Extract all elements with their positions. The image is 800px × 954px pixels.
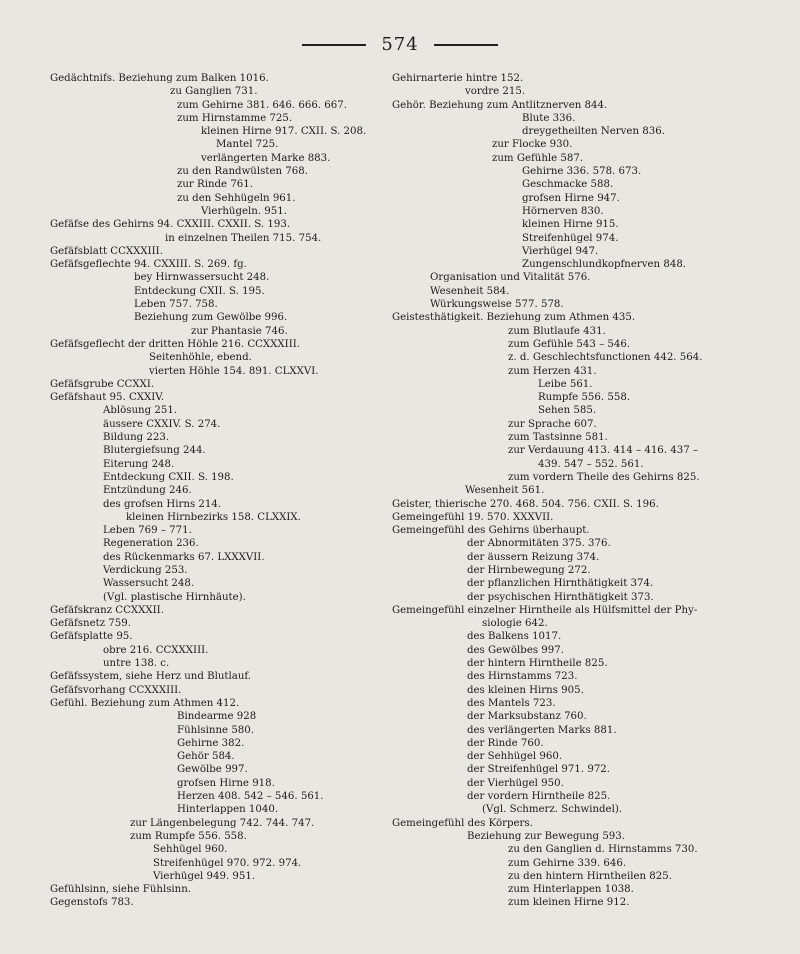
index-entry: Gemeingefühl des Gehirns überhaupt. [392, 525, 590, 537]
index-entry: untre 138. c. [103, 658, 170, 670]
index-entry: Wesenheit 584. [430, 285, 510, 297]
index-entry: zum Tastsinne 581. [508, 432, 608, 444]
index-entry: der pflanzlichen Hirnthätigkeit 374. [467, 578, 654, 590]
index-entry: Sehhügel 960. [153, 844, 228, 856]
index-entry: Eiterung 248. [103, 458, 175, 470]
index-entry: verlängerten Marke 883. [201, 152, 331, 164]
index-entry: der vordern Hirntheile 825. [467, 791, 611, 803]
index-entry: Gefühlsinn, siehe Fühlsinn. [50, 884, 192, 896]
index-entry: des kleinen Hirns 905. [467, 684, 584, 696]
index-entry: Mantel 725. [216, 139, 279, 151]
index-entry: Gehör 584. [177, 751, 235, 763]
index-entry: zur Verdauung 413. 414 – 416. 437 – [508, 445, 699, 457]
index-entry: Gehirne 382. [177, 737, 245, 749]
index-entry: des grofsen Hirns 214. [103, 498, 222, 510]
index-entry: des verlängerten Marks 881. [467, 724, 617, 736]
index-entry: siologie 642. [482, 618, 548, 630]
header-rule-left [302, 44, 366, 46]
index-entry: Gedächtnifs. Beziehung zum Balken 1016. [50, 73, 269, 84]
index-entry: Gefäfsnetz 759. [50, 618, 131, 630]
index-entry: Streifenhügel 974. [522, 232, 619, 244]
index-entry: zum Gefühle 587. [492, 152, 584, 164]
index-entry: des Rückenmarks 67. LXXXVII. [103, 551, 265, 563]
index-entry: vordre 215. [465, 86, 526, 98]
index-entry: Wesenheit 561. [465, 485, 545, 497]
index-entry: zum vordern Theile des Gehirns 825. [508, 471, 700, 483]
index-entry: Gehör. Beziehung zum Antlitznerven 844. [392, 99, 608, 111]
index-entry: Gefäfsblatt CCXXXIII. [50, 245, 163, 257]
index-entry: Organisation und Vitalität 576. [430, 272, 591, 284]
index-entry: Blutergiefsung 244. [103, 445, 206, 457]
index-entry: der hintern Hirntheile 825. [467, 658, 608, 670]
index-entry: Fühlsinne 580. [177, 724, 255, 736]
index-entry: Zungenschlundkopfnerven 848. [522, 259, 687, 271]
index-entry: (Vgl. plastische Hirnhäute). [103, 591, 246, 603]
index-entry: zur Sprache 607. [508, 418, 597, 430]
index-entry: Beziehung zum Gewölbe 996. [134, 312, 288, 324]
index-entry: Gehirne 336. 578. 673. [522, 166, 642, 178]
index-entry: grofsen Hirne 947. [522, 192, 620, 204]
index-entry: Gefäfsgeflechte 94. CXXIII. S. 269. fg. [50, 259, 247, 271]
index-entry: der Rinde 760. [467, 737, 544, 749]
index-entry: Verdickung 253. [103, 564, 188, 576]
right-index-column [392, 72, 752, 910]
index-entry: bey Hirnwassersucht 248. [134, 272, 270, 284]
index-entry: (Vgl. Schmerz. Schwindel). [482, 804, 623, 816]
index-entry: Leibe 561. [538, 378, 593, 390]
index-entry: Entdeckung CXII. S. 198. [103, 471, 234, 483]
index-entry: Gefäfsplatte 95. [50, 631, 133, 643]
index-entry: Regeneration 236. [103, 538, 199, 550]
index-entry: zum kleinen Hirne 912. [508, 897, 630, 909]
index-entry: Hörnerven 830. [522, 205, 604, 217]
index-entry: Geister, thierische 270. 468. 504. 756. CXII. S. 196. [392, 498, 659, 510]
index-entry: Entdeckung CXII. S. 195. [134, 285, 265, 297]
index-entry: Hinterlappen 1040. [177, 804, 279, 816]
index-entry: Wassersucht 248. [103, 578, 195, 590]
index-entry: zu den Ganglien d. Hirnstamms 730. [508, 844, 698, 856]
index-entry: Streifenhügel 970. 972. 974. [153, 857, 302, 869]
index-entry: Gemeingefühl einzelner Hirntheile als Hülfsmittel der Phy- [392, 604, 698, 616]
index-entry: Herzen 408. 542 – 546. 561. [177, 791, 324, 803]
index-entry: zur Rinde 761. [177, 179, 253, 191]
index-entry: Seitenhöhle, ebend. [149, 352, 252, 364]
index-entry: der Abnormitäten 375. 376. [467, 538, 611, 550]
index-entry: des Hirnstamms 723. [467, 671, 578, 683]
index-entry: Vierhügel 947. [522, 245, 599, 257]
left-index-column [50, 72, 385, 910]
index-entry: Vierhügeln. 951. [201, 205, 287, 217]
index-entry: zum Gehirne 381. 646. 666. 667. [177, 99, 347, 111]
index-entry: zu den hintern Hirntheilen 825. [508, 870, 672, 882]
index-entry: grofsen Hirne 918. [177, 777, 275, 789]
index-entry: Gegenstofs 783. [50, 897, 134, 909]
index-entry: des Mantels 723. [467, 697, 556, 709]
index-entry: Vierhügel 949. 951. [153, 870, 256, 882]
index-entry: Entzündung 246. [103, 485, 192, 497]
index-entry: Gefäfsgrube CCXXI. [50, 378, 155, 390]
index-entry: zum Rumpfe 556. 558. [130, 830, 247, 842]
index-entry: vierten Höhle 154. 891. CLXXVI. [149, 365, 319, 377]
index-entry: zur Längenbelegung 742. 744. 747. [130, 817, 315, 829]
index-entry: z. d. Geschlechtsfunctionen 442. 564. [508, 352, 703, 364]
index-entry: 439. 547 – 552. 561. [538, 458, 644, 470]
index-entry: Gefäfshaut 95. CXXIV. [50, 392, 165, 404]
index-entry: in einzelnen Theilen 715. 754. [165, 232, 322, 244]
index-entry: der Streifenhügel 971. 972. [467, 764, 611, 776]
index-entry: Gefäfskranz CCXXXII. [50, 604, 164, 616]
index-entry: Gefäfsgeflecht der dritten Höhle 216. CCXXXIII. [50, 338, 300, 350]
index-entry: Gefäfssystem, siehe Herz und Blutlauf. [50, 671, 252, 683]
index-entry: zum Gefühle 543 – 546. [508, 338, 631, 350]
index-entry: zum Herzen 431. [508, 365, 597, 377]
index-entry: der Marksubstanz 760. [467, 711, 587, 723]
index-entry: Gefäfse des Gehirns 94. CXXIII. CXXII. S. 193. [50, 219, 291, 231]
index-entry: Geschmacke 588. [522, 179, 614, 191]
index-entry: des Gewölbes 997. [467, 644, 564, 656]
index-entry: Blute 336. [522, 112, 576, 124]
index-entry: zum Blutlaufe 431. [508, 325, 606, 337]
index-entry: der Hirnbewegung 272. [467, 564, 591, 576]
index-entry: Geistesthätigkeit. Beziehung zum Athmen 435. [392, 312, 636, 324]
index-entry: Gewölbe 997. [177, 764, 248, 776]
page-number: 574 [381, 34, 419, 55]
index-entry: dreygetheilten Nerven 836. [522, 126, 665, 138]
index-entry: Bindearme 928 [177, 711, 257, 723]
page-header [0, 34, 800, 55]
index-entry: Würkungsweise 577. 578. [430, 299, 564, 311]
index-entry: Gefühl. Beziehung zum Athmen 412. [50, 697, 240, 709]
index-entry: Beziehung zur Bewegung 593. [467, 830, 626, 842]
header-rule-right [434, 44, 498, 46]
index-entry: Gehirnarterie hintre 152. [392, 73, 524, 84]
index-entry: kleinen Hirne 915. [522, 219, 619, 231]
index-entry: obre 216. CCXXXIII. [103, 644, 209, 656]
index-entry: zu den Randwülsten 768. [177, 166, 308, 178]
index-entry: zur Phantasie 746. [191, 325, 288, 337]
index-entry: zum Gehirne 339. 646. [508, 857, 627, 869]
index-entry: Rumpfe 556. 558. [538, 392, 631, 404]
index-entry: der psychischen Hirnthätigkeit 373. [467, 591, 654, 603]
index-entry: Leben 769 – 771. [103, 525, 192, 537]
index-entry: der Vierhügel 950. [467, 777, 564, 789]
index-entry: kleinen Hirnbezirks 158. CLXXIX. [126, 511, 301, 523]
index-entry: Ablösung 251. [103, 405, 178, 417]
index-entry: zur Flocke 930. [492, 139, 573, 151]
index-entry: Sehen 585. [538, 405, 597, 417]
index-entry: Gemeingefühl des Körpers. [392, 817, 533, 829]
index-entry: Leben 757. 758. [134, 299, 218, 311]
index-entry: kleinen Hirne 917. CXII. S. 208. [201, 126, 367, 138]
index-entry: des Balkens 1017. [467, 631, 562, 643]
index-entry: äussere CXXIV. S. 274. [103, 418, 221, 430]
index-entry: der Sehhügel 960. [467, 751, 563, 763]
index-entry: der äussern Reizung 374. [467, 551, 600, 563]
index-entry: zu den Sehhügeln 961. [177, 192, 296, 204]
index-entry: zu Ganglien 731. [170, 86, 258, 98]
index-entry: zum Hirnstamme 725. [177, 112, 293, 124]
index-entry: Bildung 223. [103, 432, 170, 444]
index-entry: zum Hinterlappen 1038. [508, 884, 634, 896]
index-entry: Gefäfsvorhang CCXXXIII. [50, 684, 182, 696]
index-entry: Gemeingefühl 19. 570. XXXVII. [392, 511, 554, 523]
